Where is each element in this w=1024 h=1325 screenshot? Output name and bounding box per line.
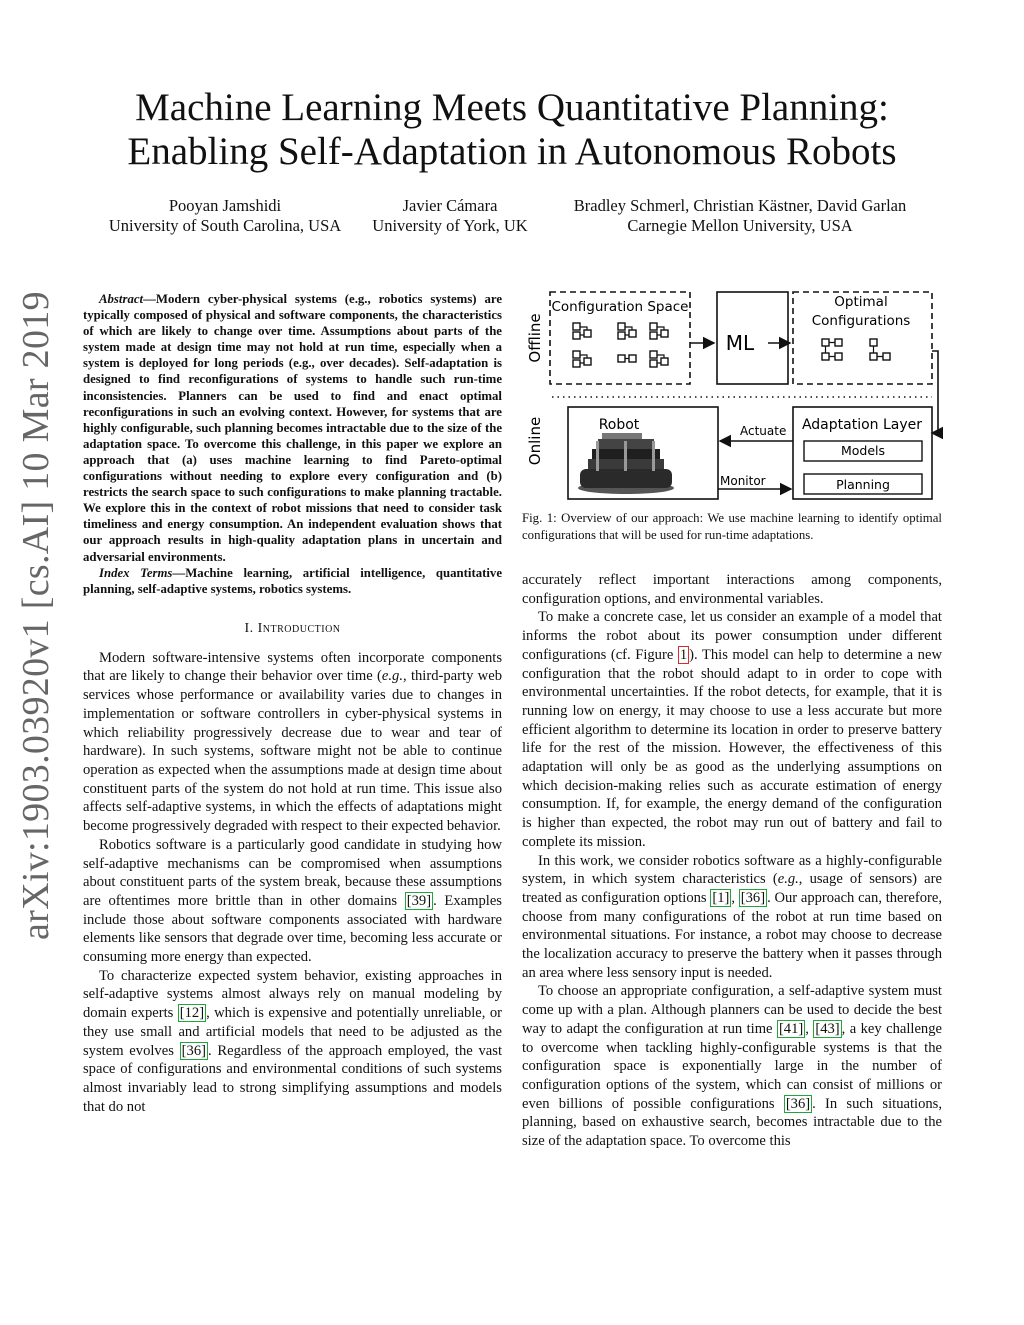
text-run: , xyxy=(731,889,739,906)
text-run: , usage of sensors) are treated as configuration options xyxy=(522,871,942,906)
figure-caption: Fig. 1: Overview of our approach: We use machine learning to identify optimal configurations that will be used for run-time adaptations. xyxy=(522,511,942,542)
paragraph: accurately reflect important interactions among components, configuration options, and environmental variables. xyxy=(522,572,942,607)
citation-link[interactable]: [12] xyxy=(179,1005,205,1022)
text-run: . In such situations, planning, based on exhaustive search, becomes intractable due to the size of the adaptation space. To overcome this xyxy=(522,1095,942,1150)
citation-link[interactable]: [43] xyxy=(815,1020,840,1037)
paragraph xyxy=(522,608,942,851)
text-run: . Regardless of the approach employed, the vast space of configurations and environmental conditions of such systems almost invariably lead to strong simplifying assumptions and models that do not xyxy=(83,1042,502,1115)
author-block-3 xyxy=(540,196,940,236)
paragraph xyxy=(522,852,942,983)
models-label: Models xyxy=(840,443,886,458)
abstract-label: Abstract xyxy=(99,292,144,306)
index-terms-label: Index Terms xyxy=(99,565,173,580)
config-icon xyxy=(573,323,591,339)
author-name: Javier Cámara xyxy=(402,196,498,215)
config-icon xyxy=(573,351,591,367)
text-run: ). This model can help to determine a new configuration that the robot should adapt to in order to cope with environmental uncertainties. If the robot detects, for example, that it is running low on energy, it may choose to use a less accurate but more efficient algorithm to determine its location in order to preserve battery life for the rest of the mission. However, the effectiveness of this adaptation will only be as good as the underlying assumptions on which decision-making relies such as accurate estimation of energy consumption. If, for example, the energy demand of the configuration is higher than expected, the robot may run out of battery and fail to complete its mission. xyxy=(522,646,942,850)
paragraph xyxy=(83,649,502,836)
index-terms xyxy=(83,565,502,597)
left-column xyxy=(83,291,502,1116)
citation-link[interactable]: [1] xyxy=(712,889,730,906)
text-run: Modern software-intensive systems often incorporate components that are likely to change their behavior over time ( xyxy=(83,649,502,685)
text-run: In this work, we consider robotics software as a highly-configurable system, in which system characteristics ( xyxy=(522,852,942,888)
citation-link[interactable]: [36] xyxy=(740,889,766,906)
config-icon xyxy=(618,355,636,362)
author-affiliation: University of South Carolina, USA xyxy=(108,216,342,235)
text-run: e.g. xyxy=(777,871,799,888)
offline-label: Offline xyxy=(526,313,544,363)
config-icon xyxy=(650,351,668,367)
author-name: Pooyan Jamshidi xyxy=(168,196,282,215)
text-run: , third-party web services whose performance or availability varies due to changes in implementation or software controllers in cyber-physical systems in which reliability progressively decrease due to wear and tear of hardware). In such systems, software might not be able to continue operation as expected when the assumptions made at design time about constituent parts of the system do not hold at run time. This issue also affects self-adaptive systems, in which the effects of adaptations might become progressively degraded with respect to their expected behavior. xyxy=(83,668,502,835)
paper-title xyxy=(0,86,1024,174)
section-title: Introduction xyxy=(257,620,341,636)
title-line-1: Machine Learning Meets Quantitative Planning: xyxy=(135,86,889,129)
abstract-text: —Modern cyber-physical systems (e.g., robotics systems) are typically composed of physical and software components, the characteristics of which are likely to change over time. Assumptions about parts of the system made at design time may not hold at run time, especially when a system is deployed for long periods (e.g., over decades). Self-adaptation is designed to find reconfigurations of systems to handle such run-time inconsistencies. Planners can be used to find and enact optimal reconfigurations in such an evolving context. However, for systems that are highly configurable, such planning becomes intractable due to the size of the adaptation space. To overcome this challenge, in this paper we explore an approach that (a) uses machine learning to find Pareto-optimal configurations without needing to explore every configuration and (b) restricts the search space to such configurations to make planning tractable. We explore this in the context of robot missions that need to consider task timeliness and energy consumption. An independent evaluation shows that our approach results in high-quality adaptation plans in uncertain and adversarial environments. xyxy=(83,292,502,564)
paragraph xyxy=(83,967,502,1117)
text-run: , xyxy=(805,1020,814,1037)
config-icon xyxy=(822,339,842,360)
citation-link[interactable]: [36] xyxy=(181,1042,206,1059)
config-icon xyxy=(618,323,636,339)
ml-label: ML xyxy=(725,331,755,355)
text-run: To make a concrete case, let us consider an example of a model that informs the robot about its power consumption under different configurations (cf. Figure xyxy=(522,609,942,663)
robot-label: Robot xyxy=(598,417,640,433)
section-heading xyxy=(83,621,502,637)
text-run: To characterize expected system behavior, existing approaches in self-adaptive systems almost always rely on manual modeling by domain experts xyxy=(83,967,502,1022)
arxiv-stamp: arXiv:1903.03920v1 [cs.AI] 10 Mar 2019 xyxy=(15,291,57,940)
figure-ref-link[interactable]: 1 xyxy=(679,646,688,663)
author-affiliation: University of York, UK xyxy=(372,216,528,235)
optimal-label-1: Optimal xyxy=(834,294,888,310)
monitor-label: Monitor xyxy=(720,474,766,488)
config-icon xyxy=(650,323,668,339)
text-run: Robotics software is a particularly good candidate in studying how self-adaptive mechanisms can be compromised when assumptions about constituent parts of the system break, because these assumptions are oftentimes more brittle than in other domains xyxy=(83,836,502,909)
arrow-optimal-adaptation xyxy=(932,351,938,433)
config-icon xyxy=(870,339,890,360)
text-run: . Examples include those about software components associated with hardware elements like sensors that degrade over time, becoming less accurate or consuming more energy than expected. xyxy=(83,892,502,966)
author-name: Bradley Schmerl, Christian Kästner, David Garlan xyxy=(573,196,907,215)
abstract xyxy=(83,291,502,565)
figure-overview xyxy=(518,283,948,505)
robot-icon xyxy=(578,433,674,494)
paragraph xyxy=(83,836,502,967)
intro-left-text xyxy=(83,649,502,1117)
text-run: , a key challenge to overcome when tackling highly-configurable systems is that the configuration space is exponentially large in the number of configuration options of the system, which can consist of millions or even billions of possible configurations xyxy=(522,1020,942,1112)
actuate-label: Actuate xyxy=(740,424,787,438)
paragraph xyxy=(522,982,942,1150)
author-block-2 xyxy=(360,196,540,236)
citation-link[interactable]: [39] xyxy=(406,892,432,909)
intro-right-text xyxy=(522,571,942,1151)
optimal-label-2: Configurations xyxy=(811,313,911,329)
citation-link[interactable]: [41] xyxy=(778,1020,804,1037)
citation-link[interactable]: [36] xyxy=(785,1095,811,1112)
author-affiliation: Carnegie Mellon University, USA xyxy=(627,216,853,235)
text-run: e.g. xyxy=(381,668,403,685)
section-number: I. xyxy=(244,620,254,636)
right-column xyxy=(522,510,942,1151)
text-run: . Our approach can, therefore, choose from many configurations of the robot at run time based on environmental situations. For instance, a robot may choose to decrease the localization accuracy to preserve the battery when it passes through an area where less sensory input is needed. xyxy=(522,889,942,981)
config-space-label: Configuration Space xyxy=(551,299,689,315)
adaptation-label: Adaptation Layer xyxy=(801,417,923,433)
index-terms-text: —Machine learning, artificial intelligence, quantitative planning, self-adaptive systems, robotics systems. xyxy=(83,565,502,596)
planning-label: Planning xyxy=(836,477,890,492)
author-block-1 xyxy=(95,196,355,236)
text-run: , which is expensive and potentially unreliable, or they use small and artificial models that need to be adjusted as the system evolves xyxy=(83,1005,503,1059)
online-label: Online xyxy=(526,416,544,466)
text-run: To choose an appropriate configuration, a self-adaptive system must come up with a plan. Although planners can be used to decide the best way to adapt the configuration at run time xyxy=(522,983,942,1037)
title-line-2: Enabling Self-Adaptation in Autonomous Robots xyxy=(127,130,897,173)
